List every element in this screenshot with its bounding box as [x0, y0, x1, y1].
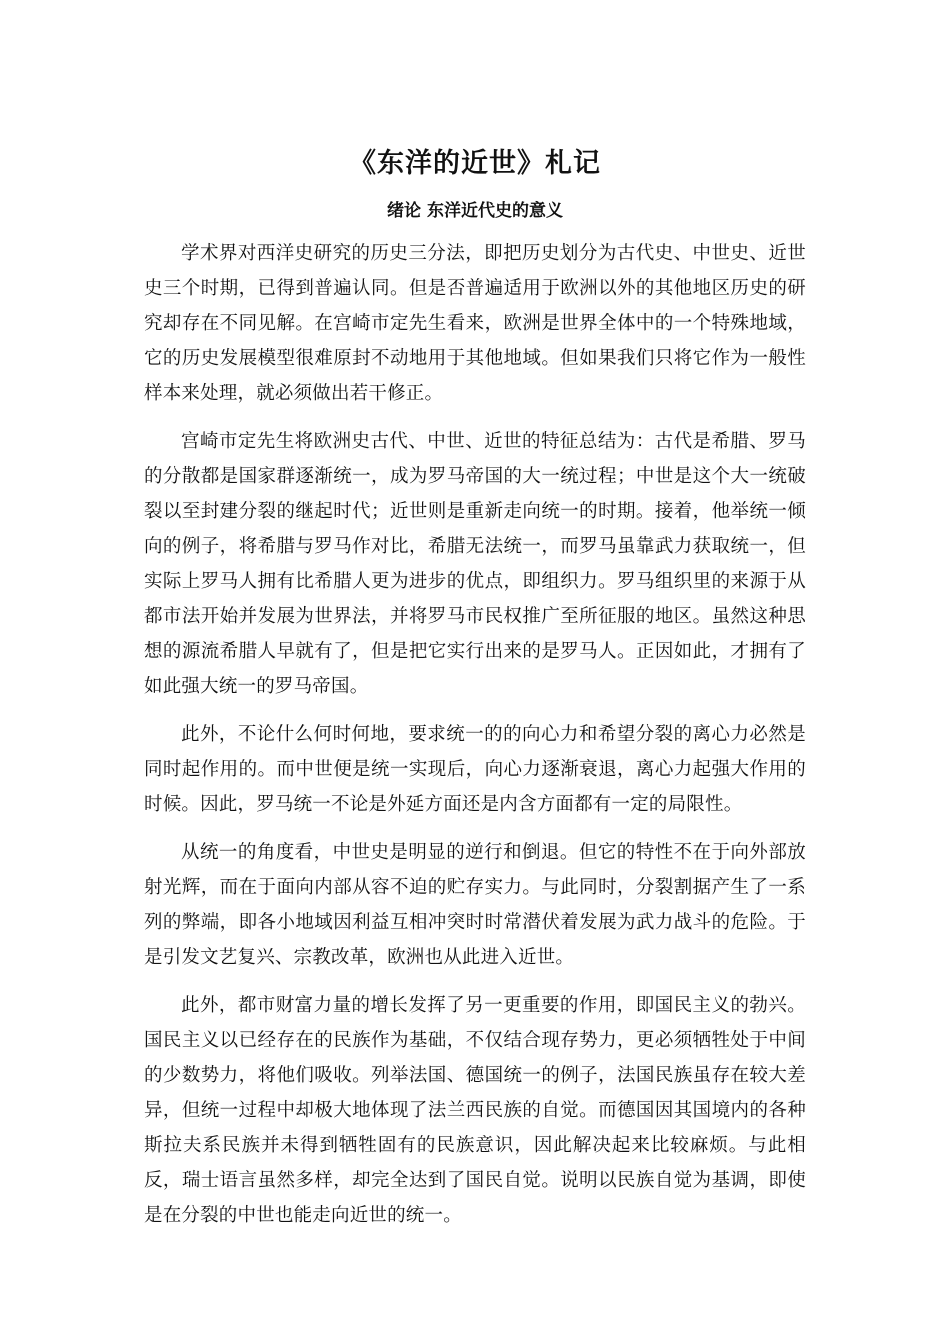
section-heading: 绪论 东洋近代史的意义 — [387, 201, 563, 221]
document-body — [144, 236, 806, 1246]
document-title: 《东洋的近世》札记 — [349, 148, 601, 179]
paragraph-4: 从统一的角度看，中世史是明显的逆行和倒退。但它的特性不在于向外部放射光辉，而在于面向内部从容不迫的贮存实力。与此同时，分裂割据产生了一系列的弊端，即各小地域因利益互相冲突时时常潜伏着发展为武力战斗的危险。于是引发文艺复兴、宗教改革，欧洲也从此进入近世。 — [144, 842, 806, 968]
paragraph-5: 此外，都市财富力量的增长发挥了另一更重要的作用，即国民主义的勃兴。国民主义以已经存在的民族作为基础，不仅结合现存势力，更必须牺牲处于中间的少数势力，将他们吸收。列举法国、德国统一的例子，法国民族虽存在较大差异，但统一过程中却极大地体现了法兰西民族的自觉。而德国因其国境内的各种斯拉夫系民族并未得到牺牲固有的民族意识，因此解决起来比较麻烦。与此相反，瑞士语言虽然多样，却完全达到了国民自觉。说明以民族自觉为基调，即使是在分裂的中世也能走向近世的统一。 — [144, 995, 806, 1226]
paragraph-3: 此外，不论什么何时何地，要求统一的的向心力和希望分裂的离心力必然是同时起作用的。而中世便是统一实现后，向心力逐渐衰退，离心力起强大作用的时候。因此，罗马统一不论是外延方面还是内含方面都有一定的局限性。 — [144, 724, 806, 815]
paragraph-1: 学术界对西洋史研究的历史三分法，即把历史划分为古代史、中世史、近世史三个时期，已得到普遍认同。但是否普遍适用于欧洲以外的其他地区历史的研究却存在不同见解。在宫崎市定先生看来，欧洲是世界全体中的一个特殊地域，它的历史发展模型很难原封不动地用于其他地域。但如果我们只将它作为一般性样本来处理，就必须做出若干修正。 — [144, 243, 806, 404]
paragraph-2: 宫崎市定先生将欧洲史古代、中世、近世的特征总结为：古代是希腊、罗马的分散都是国家群逐渐统一，成为罗马帝国的大一统过程；中世是这个大一统破裂以至封建分裂的继起时代；近世则是重新走向统一的时期。接着，他举统一倾向的例子，将希腊与罗马作对比，希腊无法统一，而罗马虽靠武力获取统一，但实际上罗马人拥有比希腊人更为进步的优点，即组织力。罗马组织里的来源于从都市法开始并发展为世界法，并将罗马市民权推广至所征服的地区。虽然这种思想的源流希腊人早就有了，但是把它实行出来的是罗马人。正因如此，才拥有了如此强大统一的罗马帝国。 — [144, 431, 806, 697]
